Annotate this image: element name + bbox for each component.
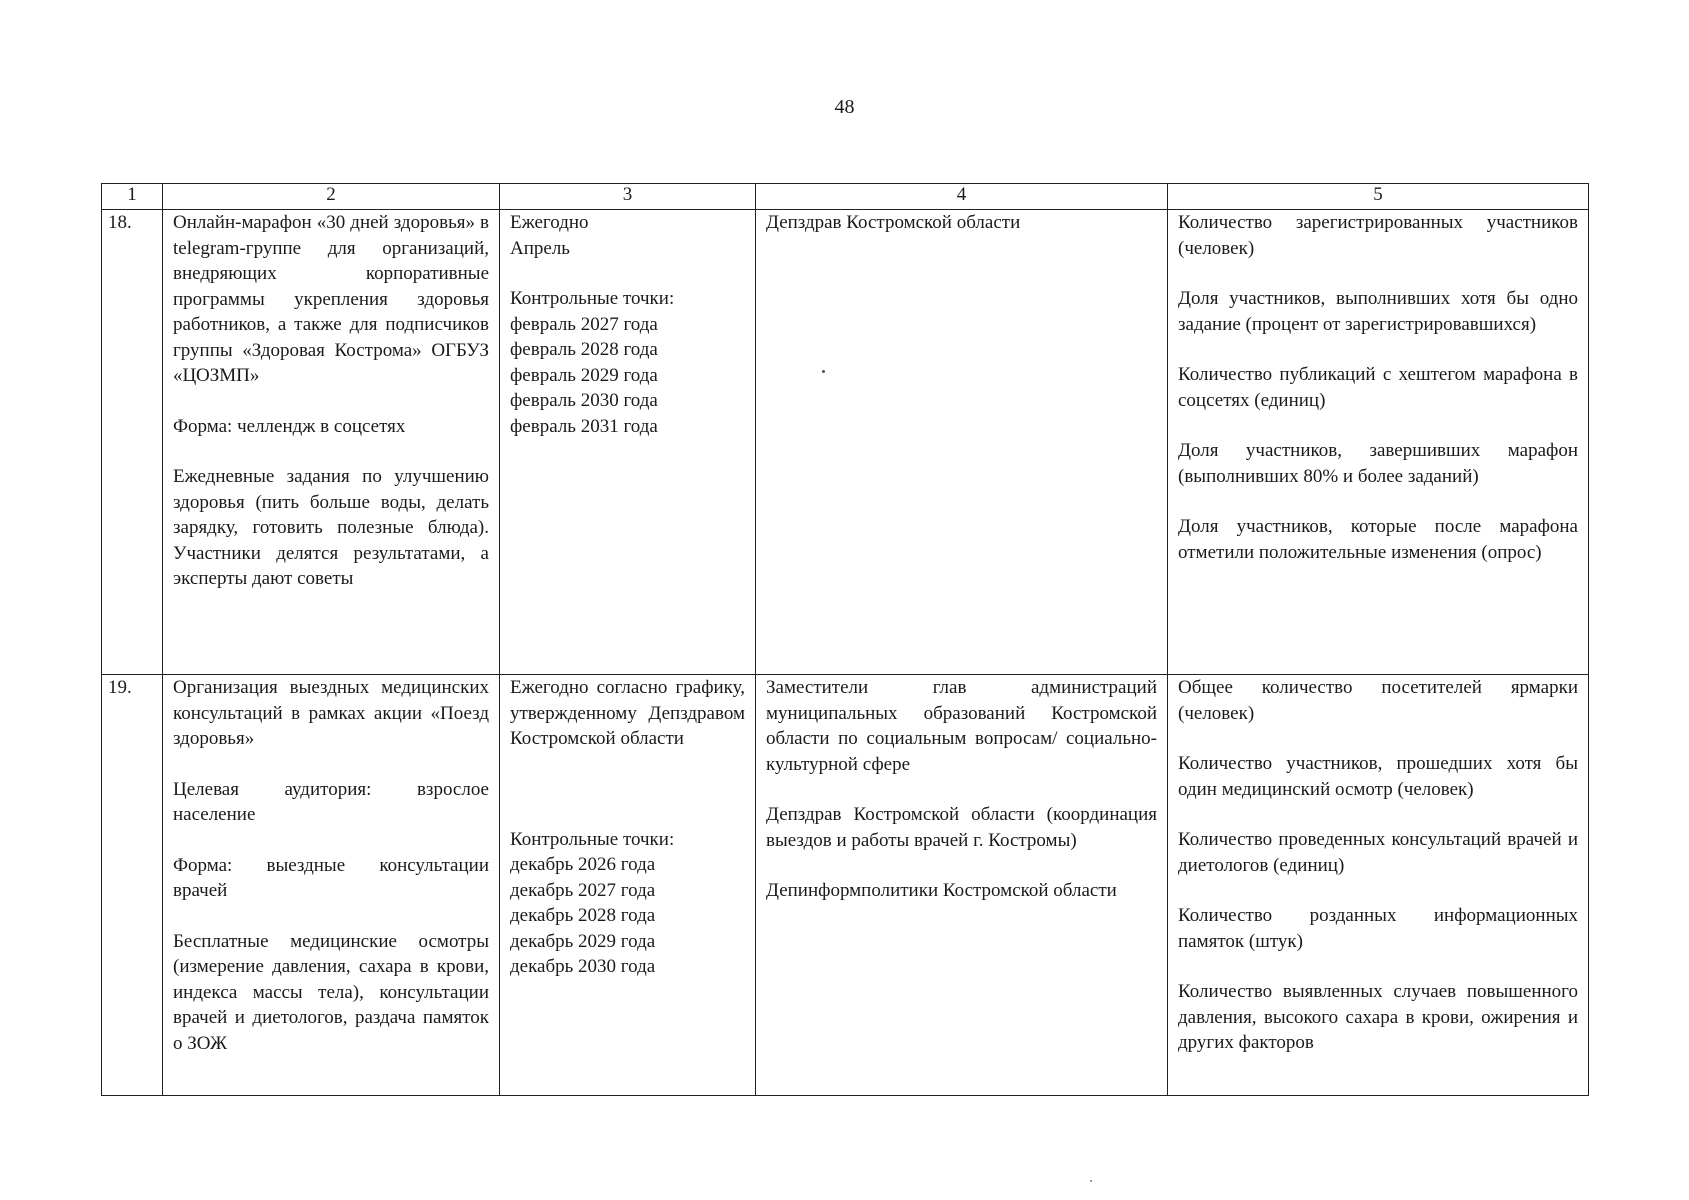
indicators-cell xyxy=(1168,210,1589,675)
checkpoints-label: Контрольные точки: xyxy=(510,288,675,309)
column-header-2: 2 xyxy=(163,184,500,210)
indicator-item: Количество участников, прошедших хотя бы один медицинский осмотр (человек) xyxy=(1178,753,1578,800)
measures-table xyxy=(101,183,1589,1096)
table-row xyxy=(102,675,1589,1096)
schedule-line: Ежегодно согласно графику, утвержденному Депздравом Костромской области xyxy=(510,677,745,749)
page-number: 48 xyxy=(834,96,855,118)
event-audience: Целевая аудитория: взрослое население xyxy=(173,778,489,825)
checkpoint-item: декабрь 2029 года xyxy=(510,930,656,952)
column-header-1: 1 xyxy=(102,184,163,210)
table-row xyxy=(102,210,1589,675)
checkpoint-item: декабрь 2026 года xyxy=(510,854,656,875)
indicator-item: Доля участников, выполнивших хотя бы одно задание (процент от зарегистрировавшихся) xyxy=(1178,288,1578,335)
indicators-cell xyxy=(1168,675,1589,1096)
table-header-row xyxy=(102,184,1589,210)
checkpoint-item: февраль 2030 года xyxy=(510,390,658,411)
row-number: 19. xyxy=(102,675,163,1096)
event-description-cell xyxy=(163,210,500,675)
schedule-cell xyxy=(500,210,756,675)
responsible-entry: Депинформполитики Костромской области xyxy=(766,880,1117,901)
event-description-cell xyxy=(163,675,500,1096)
scan-speck xyxy=(822,370,825,373)
checkpoints-label: Контрольные точки: xyxy=(510,828,675,850)
indicator-item: Доля участников, которые после марафона отметили положительные изменения (опрос) xyxy=(1178,516,1578,563)
responsible-cell xyxy=(756,675,1168,1096)
indicator-item: Доля участников, завершивших марафон (выполнивших 80% и более заданий) xyxy=(1178,440,1578,487)
scan-speck xyxy=(1090,1180,1092,1182)
indicator-item: Количество выявленных случаев повышенного давления, высокого сахара в крови, ожирения и других факторов xyxy=(1178,981,1578,1053)
responsible-cell xyxy=(756,210,1168,675)
column-header-4: 4 xyxy=(756,184,1168,210)
checkpoint-item: декабрь 2030 года xyxy=(510,956,656,977)
indicator-item: Общее количество посетителей ярмарки (человек) xyxy=(1178,677,1578,724)
checkpoint-item: февраль 2031 года xyxy=(510,415,658,437)
indicator-item: Количество розданных информационных памяток (штук) xyxy=(1178,905,1578,952)
event-title: Онлайн-марафон «30 дней здоровья» в telegram-группе для организаций, внедряющих корпоративные программы укрепления здоровья работников, а также для подписчиков группы «Здоровая Кострома» ОГБУЗ «ЦОЗМП» xyxy=(173,212,489,386)
column-header-3: 3 xyxy=(500,184,756,210)
row-number: 18. xyxy=(102,210,163,675)
event-title: Организация выездных медицинских консультаций в рамках акции «Поезд здоровья» xyxy=(173,677,489,749)
indicator-item: Количество зарегистрированных участников (человек) xyxy=(1178,212,1578,259)
event-details: Ежедневные задания по улучшению здоровья (пить больше воды, делать зарядку, готовить полезные блюда). Участники делятся результатами, а эксперты дают советы xyxy=(173,466,489,589)
checkpoint-item: декабрь 2028 года xyxy=(510,905,656,926)
indicator-item: Количество публикаций с хештегом марафона в соцсетях (единиц) xyxy=(1178,364,1578,411)
checkpoint-item: февраль 2029 года xyxy=(510,364,658,386)
responsible-entry: Депздрав Костромской области (координация выездов и работы врачей г. Костромы) xyxy=(766,804,1157,851)
checkpoint-item: февраль 2028 года xyxy=(510,339,658,360)
event-format: Форма: выездные консультации врачей xyxy=(173,854,489,901)
responsible-entry: Заместители глав администраций муниципальных образований Костромской области по социальным вопросам/ социально-культурной сфере xyxy=(766,677,1157,775)
responsible-entry: Депздрав Костромской области xyxy=(766,212,1021,233)
column-header-5: 5 xyxy=(1168,184,1589,210)
indicator-item: Количество проведенных консультаций врачей и диетологов (единиц) xyxy=(1178,829,1578,876)
schedule-line: Ежегодно xyxy=(510,212,589,233)
schedule-cell xyxy=(500,675,756,1096)
event-format: Форма: челлендж в соцсетях xyxy=(173,415,406,437)
checkpoint-item: февраль 2027 года xyxy=(510,313,658,335)
checkpoint-item: декабрь 2027 года xyxy=(510,879,656,901)
schedule-line: Апрель xyxy=(510,237,570,259)
event-details: Бесплатные медицинские осмотры (измерение давления, сахара в крови, индекса массы тела), консультации врачей и диетологов, раздача памяток о ЗОЖ xyxy=(173,930,489,1054)
